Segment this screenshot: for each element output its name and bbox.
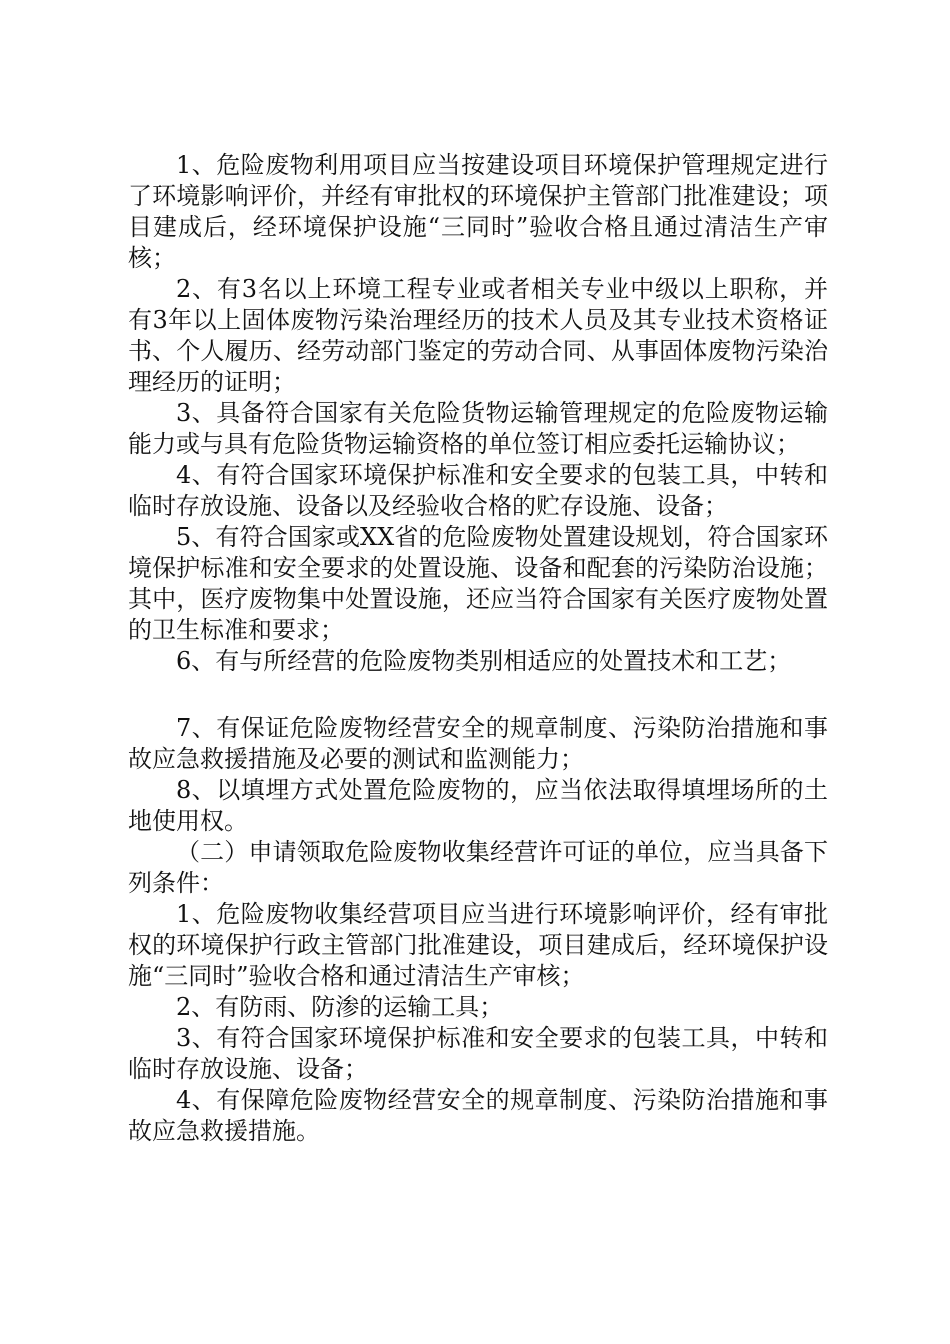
paragraph: 2、有防雨、防渗的运输工具； xyxy=(176,993,504,1021)
paragraph: 1、危险废物收集经营项目应当进行环境影响评价，经有审批权的环境保护行政主管部门批准建设，项目建成后，经环境保护设施“三同时”验收合格和通过清洁生产审核； xyxy=(128,900,828,990)
paragraph: 8、以填埋方式处置危险废物的，应当依法取得填埋场所的土地使用权。 xyxy=(128,776,828,835)
paragraph: 7、有保证危险废物经营安全的规章制度、污染防治措施和事故应急救援措施及必要的测试和监测能力； xyxy=(128,714,828,773)
paragraph: 4、有符合国家环境保护标准和安全要求的包装工具，中转和临时存放设施、设备以及经验收合格的贮存设施、设备； xyxy=(128,461,828,520)
document-body xyxy=(128,150,828,1147)
paragraph: 1、危险废物利用项目应当按建设项目环境保护管理规定进行了环境影响评价，并经有审批权的环境保护主管部门批准建设；项目建成后，经环境保护设施“三同时”验收合格且通过清洁生产审核； xyxy=(128,151,828,272)
paragraph: 5、有符合国家或XX省的危险废物处置建设规划，符合国家环境保护标准和安全要求的处置设施、设备和配套的污染防治设施；其中，医疗废物集中处置设施，还应当符合国家有关医疗废物处置的卫生标准和要求； xyxy=(128,523,828,644)
paragraph: 3、具备符合国家有关危险货物运输管理规定的危险废物运输能力或与具有危险货物运输资格的单位签订相应委托运输协议； xyxy=(128,399,828,458)
paragraph: 6、有与所经营的危险废物类别相适应的处置技术和工艺； xyxy=(176,647,792,675)
paragraph: 3、有符合国家环境保护标准和安全要求的包装工具，中转和临时存放设施、设备； xyxy=(128,1024,828,1083)
section-heading: （二）申请领取危险废物收集经营许可证的单位，应当具备下列条件： xyxy=(128,838,828,897)
paragraph: 2、有3名以上环境工程专业或者相关专业中级以上职称，并有3年以上固体废物污染治理经历的技术人员及其专业技术资格证书、个人履历、经劳动部门鉴定的劳动合同、从事固体废物污染治理经历的证明； xyxy=(128,275,828,396)
paragraph: 4、有保障危险废物经营安全的规章制度、污染防治措施和事故应急救援措施。 xyxy=(128,1086,828,1145)
